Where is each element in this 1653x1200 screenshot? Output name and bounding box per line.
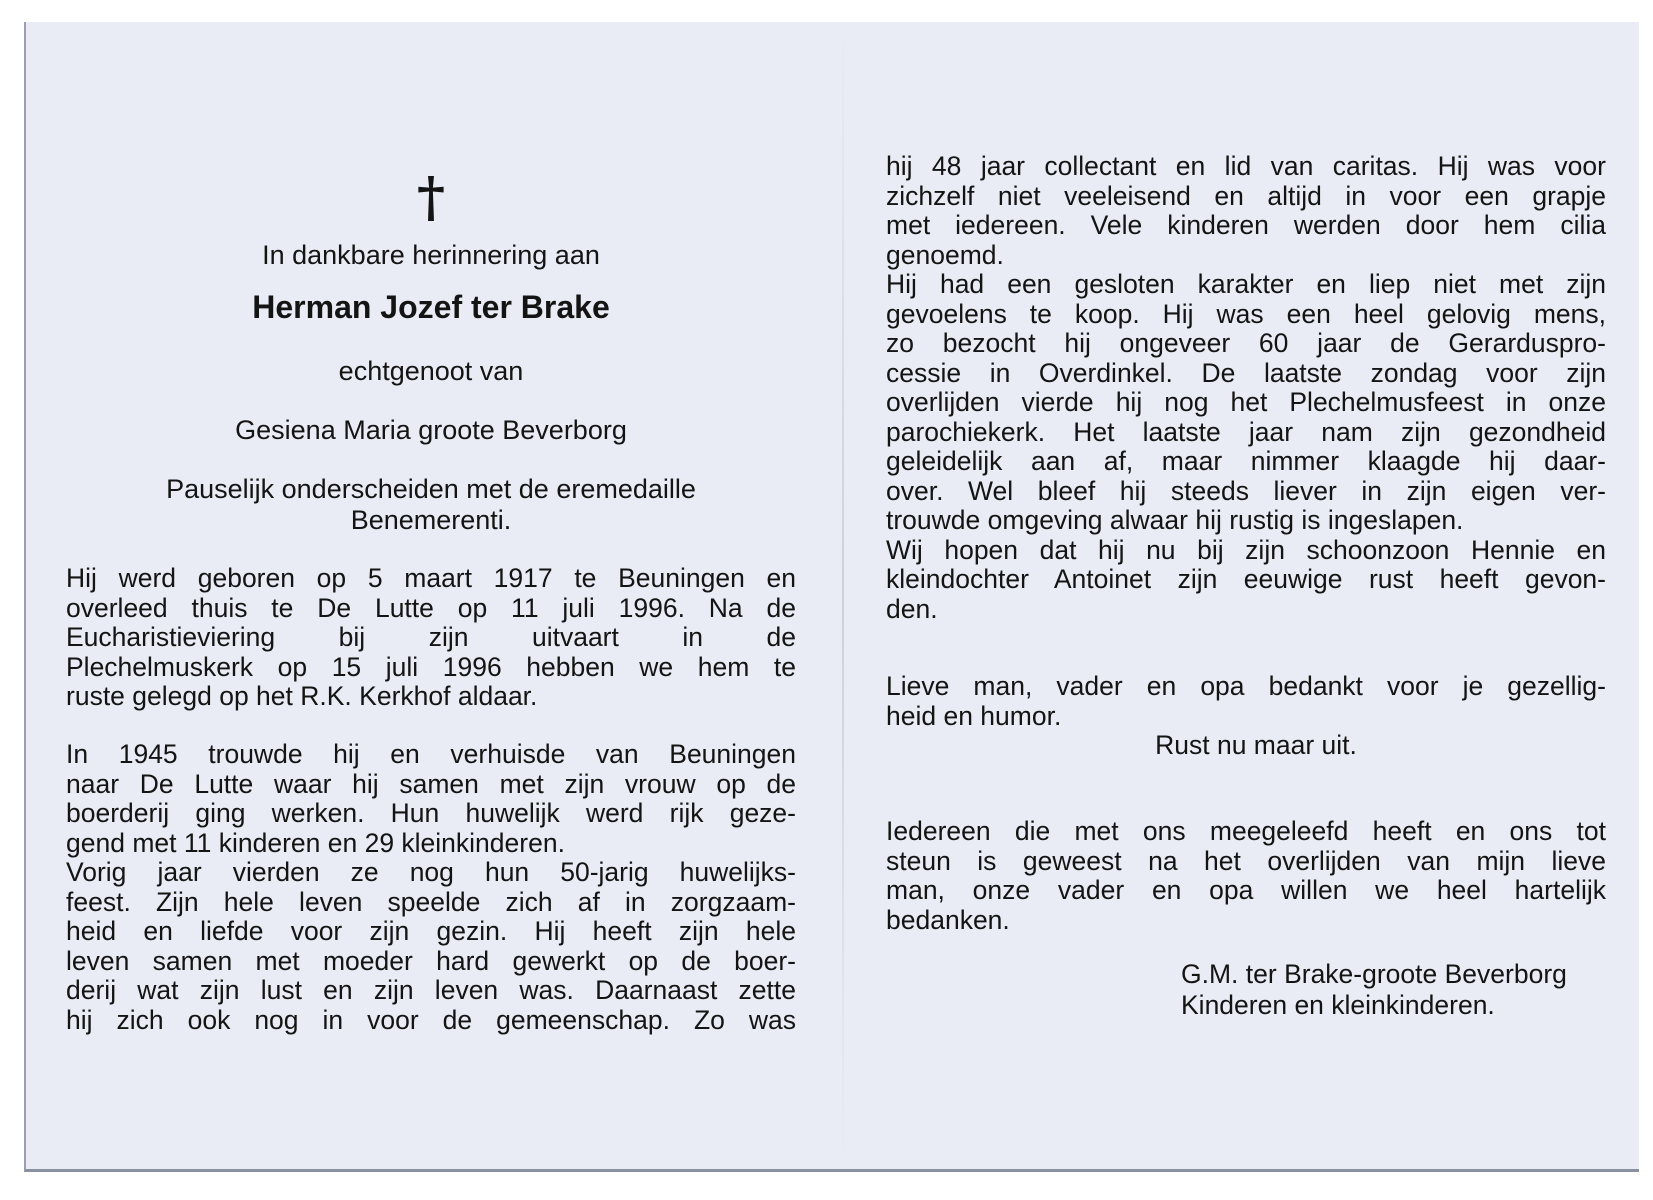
birth-death-paragraph: [66, 564, 796, 712]
signature-block: [1181, 959, 1621, 1021]
text-line: trouwde omgeving alwaar hij rustig is ingeslapen.: [886, 505, 1464, 535]
text-line: hij zich ook nog in voor de gemeenschap. Zo was: [66, 1004, 796, 1035]
text-line: zichzelf niet veeleisend en altijd in voor een grapje: [886, 180, 1606, 211]
text-line: steun is geweest na het overlijden van mijn lieve: [886, 845, 1606, 876]
text-line: boerderij ging werken. Hun huwelijk werd rijk geze-: [66, 798, 796, 828]
text-line: In 1945 trouwde hij en verhuisde van Beuningen: [66, 739, 796, 769]
text-line: den.: [886, 593, 938, 624]
text-line: genoemd.: [886, 239, 1004, 270]
text-line: heid en humor.: [886, 700, 1062, 731]
text-line: Eucharistieviering bij zijn uitvaart in de: [66, 622, 796, 652]
memorial-card: [24, 22, 1639, 1172]
spouse-name: Gesiena Maria groote Beverborg: [235, 415, 627, 445]
text-line: overleed thuis te De Lutte op 11 juli 1996. Na de: [66, 592, 796, 623]
text-line: geleidelijk aan af, maar nimmer klaagde hij daar-: [886, 446, 1606, 476]
text-line: kleindochter Antoinet zijn eeuwige rust heeft gevon-: [886, 564, 1606, 594]
rest-line: Rust nu maar uit.: [1155, 730, 1357, 760]
text-line: Iedereen die met ons meegeleefd heeft en ons tot: [886, 816, 1606, 846]
text-line: over. Wel bleef hij steeds liever in zijn eigen ver-: [886, 475, 1606, 506]
text-line: bedanken.: [886, 904, 1010, 935]
text-line: parochiekerk. Het laatste jaar nam zijn gezondheid: [886, 416, 1606, 447]
signature-line-2: Kinderen en kleinkinderen.: [1181, 990, 1495, 1020]
text-line: naar De Lutte waar hij samen met zijn vrouw op de: [66, 768, 796, 799]
text-line: cessie in Overdinkel. De laatste zondag voor zijn: [886, 357, 1606, 388]
intro-text: In dankbare herinnering aan: [262, 240, 600, 270]
text-line: Wij hopen dat hij nu bij zijn schoonzoon Hennie en: [886, 534, 1606, 565]
honor-line-1: Pauselijk onderscheiden met de eremedaille: [166, 474, 696, 504]
life-continued-paragraph: [886, 152, 1606, 624]
life-paragraph: [66, 740, 796, 1035]
text-line: Hij werd geboren op 5 maart 1917 te Beuningen en: [66, 563, 796, 593]
text-line: gevoelens te koop. Hij was een heel gelovig mens,: [886, 298, 1606, 329]
card-fold: [842, 22, 844, 1169]
text-line: Hij had een gesloten karakter en liep niet met zijn: [886, 269, 1606, 299]
text-line: man, onze vader en opa willen we heel hartelijk: [886, 875, 1606, 905]
deceased-name: Herman Jozef ter Brake: [252, 289, 610, 325]
text-line: Lieve man, vader en opa bedankt voor je gezellig-: [886, 671, 1606, 701]
text-line: feest. Zijn hele leven speelde zich af in zorgzaam-: [66, 886, 796, 917]
text-line: derij wat zijn lust en zijn leven was. Daarnaast zette: [66, 975, 796, 1005]
text-line: gend met 11 kinderen en 29 kleinkinderen.: [66, 827, 565, 858]
honor-line-2: Benemerenti.: [350, 505, 512, 535]
text-line: heid en liefde voor zijn gezin. Hij heeft zijn hele: [66, 916, 796, 946]
text-line: overlijden vierde hij nog het Plechelmusfeest in onze: [886, 387, 1606, 417]
signature-line-1: G.M. ter Brake-groote Beverborg: [1181, 959, 1567, 989]
text-line: met iedereen. Vele kinderen werden door hem cilia: [886, 210, 1606, 240]
thanks-paragraph: [886, 817, 1606, 935]
farewell-paragraph: [886, 672, 1606, 761]
text-line: hij 48 jaar collectant en lid van caritas. Hij was voor: [886, 151, 1606, 181]
spouse-label: echtgenoot van: [338, 356, 524, 386]
text-line: ruste gelegd op het R.K. Kerkhof aldaar.: [66, 681, 538, 711]
text-line: zo bezocht hij ongeveer 60 jaar de Gerarduspro-: [886, 328, 1606, 358]
text-line: leven samen met moeder hard gewerkt op de boer-: [66, 945, 796, 976]
text-line: Vorig jaar vierden ze nog hun 50-jarig huwelijks-: [66, 857, 796, 887]
text-line: Plechelmuskerk op 15 juli 1996 hebben we hem te: [66, 651, 796, 682]
cross-icon: †: [416, 165, 446, 229]
